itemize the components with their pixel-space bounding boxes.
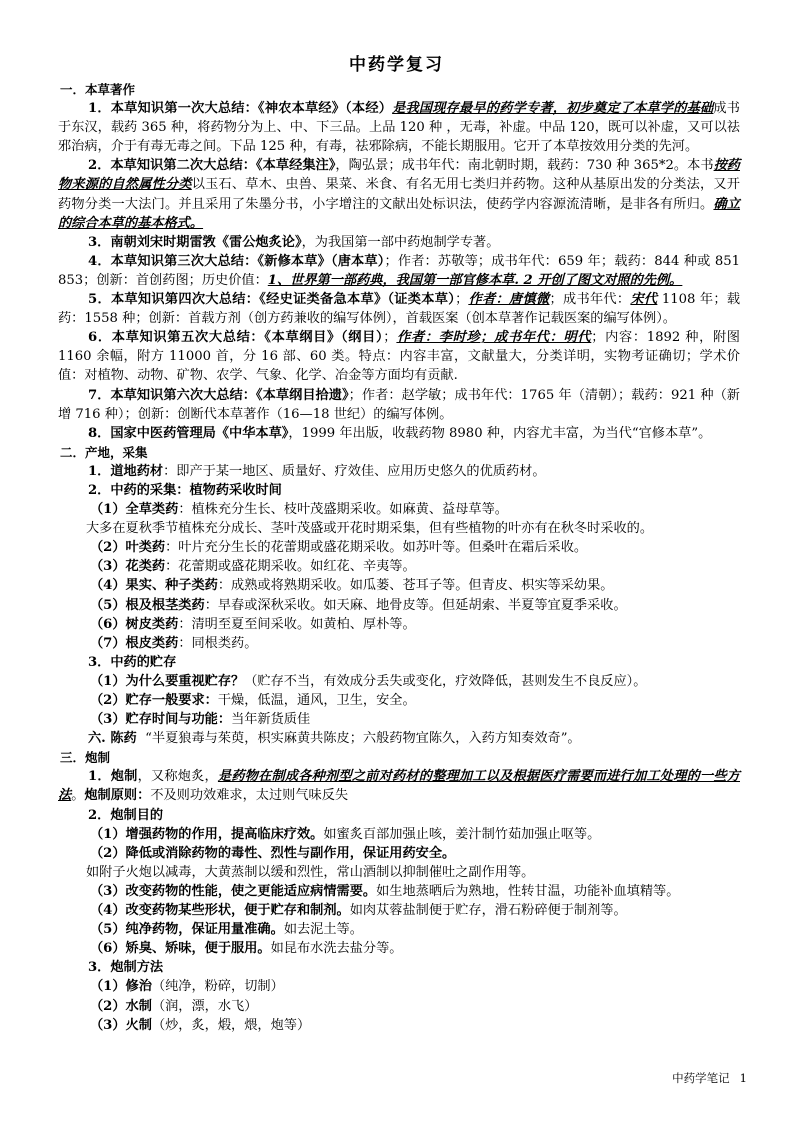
list-item-bark: （6）树皮类药：清明至夏至间采收。如黄柏、厚朴等。 [90, 616, 416, 632]
list-item-purpose-change-nature: （3）改变药物的性能，使之更能适应病情需要。如生地蒸晒后为熟地，性转甘温，功能补血填精等。 [90, 883, 680, 899]
list-item-leaf: （2）叶类药：叶片充分生长的花蕾期或盛花期采收。如苏叶等。但桑叶在霜后采收。 [90, 540, 588, 556]
list-item-method-water: （2）水制（润，漂，水飞） [90, 998, 258, 1014]
subheading-collection-time: 2．中药的采集：植物药采收时间 [88, 482, 282, 498]
list-item-root-bark: （7）根皮类药：同根类药。 [90, 635, 258, 651]
list-item-purpose-enhance: （1）增强药物的作用，提高临床疗效。如蜜炙百部加强止咳，姜汁制竹茹加强止呕等。 [90, 826, 601, 842]
paragraph-shennong: 1．本草知识第一次大总结：《神农本草经》（本经）是我国现存最早的药学专著，初步奠定了本草学的基础成书于东汉，载药 365 种，将药物分为上、中、下三品。上品 120 种 ，无毒，补虚。中品 120，既可以补虚，又可以祛邪治病，介于有毒无毒之间。下品 125 种，有毒，祛邪除病，不能长期服用。它开了本草按效用分类的先河。 [58, 101, 740, 155]
paragraph-gangmu: 6．本草知识第五次大总结：《本草纲目》（纲目）；作者：李时珍；成书年代：明代；内容：1892 种，附图 1160 余幅，附方 11000 首，分 16 部、60 类。特点：内容丰富，文献量大，分类详明，实物考证确切；学术价值：对植物、动物、矿物、农学、气象、化学、冶金等方面均有贡献. [58, 330, 740, 384]
list-item-root: （5）根及根茎类药：早春或深秋采收。如天麻、地骨皮等。但延胡索、半夏等宜夏季采收。 [90, 597, 627, 613]
list-item-storage-why: （1）为什么要重视贮存？（贮存不当，有效成分丢失或变化，疗效降低，甚则发生不良反应）。 [90, 673, 647, 689]
list-item-purpose-purify: （5）纯净药物，保证用量准确。如去泥土等。 [90, 922, 363, 938]
note-reduce-toxicity: 如附子火炮以减毒，大黄蒸制以缓和烈性，常山酒制以抑制催吐之副作用等。 [86, 864, 535, 880]
paragraph-processing-definition: 1．炮制，又称炮炙，是药物在制成各种剂型之前对药材的整理加工以及根据医疗需要而进行加工处理的一些方法。炮制原则：不及则功效难求，太过则气味反失 [58, 769, 740, 804]
paragraph-daodi: 1．道地药材：即产于某一地区、质量好、疗效佳、应用历史悠久的优质药材。 [88, 463, 546, 479]
page-number: 1 [739, 1071, 747, 1085]
paragraph-shiyi: 7．本草知识第六次大总结：《本草纲目拾遗》；作者：赵学敏；成书年代：1765 年（清朝）；载药：921 种（新增 716 种）；创新：创断代本草著作（16—18 世纪）的编写体例。 [58, 387, 740, 422]
page-footer [662, 1070, 747, 1086]
list-item-purpose-taste: （6）矫臭、矫味，便于服用。如昆布水洗去盐分等。 [90, 941, 403, 957]
list-item-method-fire: （3）火制（炒，炙，煅，煨，炮等） [90, 1017, 311, 1033]
document-title: 中药学复习 [349, 55, 444, 75]
list-item-storage-requirements: （2）贮存一般要求：干燥，低温，通风，卫生，安全。 [90, 693, 416, 708]
paragraph-jizhu: 2．本草知识第二次大总结：《本草经集注》，陶弘景；成书年代：南北朝时期，载药：730 种 365*2。本书按药物来源的自然属性分类以玉石、草木、虫兽、果菜、米食、有名无用七类归并药物。这种从基原出发的分类法，又开药物分类一大法门。并且采用了朱墨分书，小字增注的文献出处标识法，使药学内容源流清晰，是非各有所归。确立的综合本草的基本格式。 [58, 158, 741, 231]
subheading-processing-methods: 3．炮制方法 [88, 960, 164, 976]
list-item-purpose-change-shape: （4）改变药物某些形状，便于贮存和制剂。如肉苁蓉盐制便于贮存，滑石粉碎便于制剂等。 [90, 903, 627, 919]
footer-label: 中药学笔记 [672, 1071, 730, 1085]
list-item-whole-herb: （1）全草类药：植株充分生长、枝叶茂盛期采收。如麻黄、益母草等。 [90, 502, 508, 518]
document-body [58, 80, 740, 1035]
section-heading-herbal-works: 一．本草著作 [60, 82, 136, 97]
paragraph-leigong: 3．南朝刘宋时期雷敩《雷公炮炙论》，为我国第一部中药炮制学专著。 [88, 234, 500, 250]
list-item-method-trimming: （1）修治（纯净，粉碎，切制） [90, 979, 284, 995]
paragraph-zhonghua: 8．国家中医药管理局《中华本草》，1999 年出版，收载药物 8980 种，内容尤丰富，为当代“官修本草”。 [88, 425, 712, 441]
list-item-fruit-seed: （4）果实、种子类药：成熟或将熟期采收。如瓜蒌、苍耳子等。但青皮、枳实等采幼果。 [90, 578, 614, 594]
subheading-storage: 3．中药的贮存 [88, 654, 177, 670]
paragraph-aged-herbs: 六. 陈药 “半夏狼毒与茱萸，枳实麻黄共陈皮；六般药物宜陈久，入药方知奏效奇”。 [88, 731, 581, 747]
list-item-flower: （3）花类药：花蕾期或盛花期采收。如红花、辛夷等。 [90, 559, 416, 575]
note-whole-herb: 大多在夏秋季节植株充分成长、茎叶茂盛或开花时期采集，但有些植物的叶亦有在秋冬时采收的。 [86, 521, 654, 537]
section-heading-processing: 三．炮制 [60, 750, 111, 766]
list-item-purpose-reduce-toxicity: （2）降低或消除药物的毒性、烈性与副作用，保证用药安全。 [90, 845, 456, 861]
paragraph-zhenglei: 5．本草知识第四次大总结：《经史证类备急本草》（证类本草）；作者：唐慎微；成书年代：宋代 1108 年；载药：1558 种；创新：首载方剂（创方药兼收的编写体例），首载医案（创本草著作记载医案的编写体例）。 [58, 292, 741, 327]
section-heading-origin-collection: 二．产地，采集 [60, 444, 148, 460]
list-item-storage-time: （3）贮存时间与功能：当年新货质佳 [90, 712, 311, 728]
paragraph-xinxiu: 4．本草知识第三次大总结：《新修本草》（唐本草）；作者：苏敬等；成书年代：659 年；载药：844 种或 851 853；创新：首创药图；历史价值：1、世界第一部药典，我国第一部官修本草. 2 开创了图文对照的先例。 [58, 253, 740, 288]
subheading-processing-purpose: 2．炮制目的 [88, 807, 164, 823]
